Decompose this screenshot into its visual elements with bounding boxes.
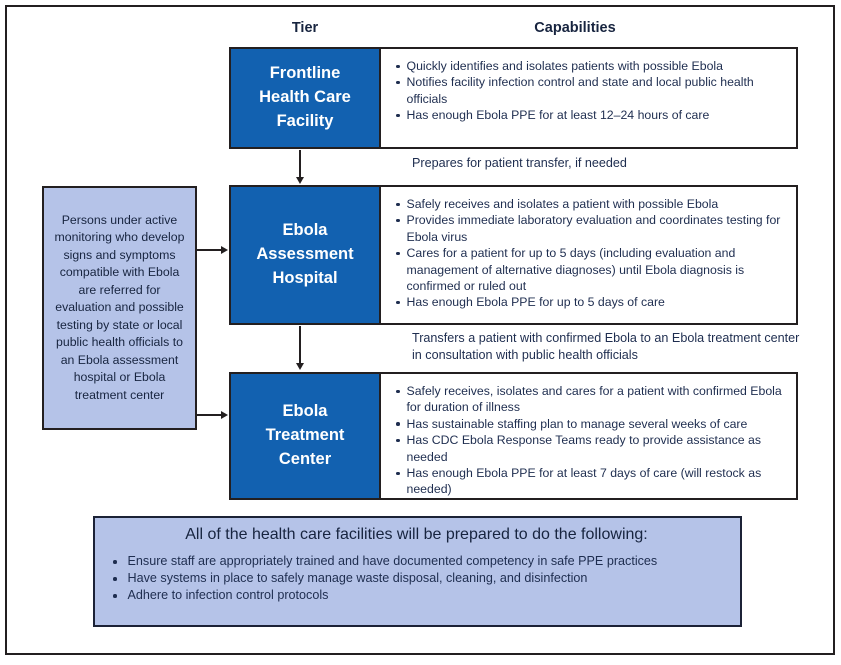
footer-item-text: Ensure staff are appropriately trained and have documented competency in safe PPE practices [127,554,658,568]
tier-box-assessment [229,185,381,325]
footer-item-text: Have systems in place to safely manage waste disposal, cleaning, and disinfection [127,571,588,585]
list-item [394,107,788,123]
list-item [107,587,726,604]
bullet-icon [396,81,400,85]
list-item [394,245,788,294]
transition-text-transfer: Prepares for patient transfer, if needed [412,156,627,170]
capability-text: Safely receives, isolates and cares for a patient with confirmed Ebola for duration of illness [406,384,782,415]
list-item [394,465,788,498]
list-item [394,432,788,465]
tier-label-assessment: Ebola Assessment Hospital [256,221,354,287]
column-header-capabilities: Capabilities [534,20,616,36]
list-item [394,383,788,416]
list-item [107,553,726,570]
capability-text: Has sustainable staffing plan to manage several weeks of care [406,416,748,431]
capability-text: Notifies facility infection control and state and local public health officials [406,75,754,106]
capabilities-box-treatment [379,372,798,500]
bullet-icon [113,594,117,598]
referral-note-box [42,186,197,430]
bullet-icon [396,422,400,426]
footer-title: All of the health care facilities will be prepared to do the following: [185,526,648,543]
arrowhead-right-2-icon [221,411,228,419]
tier-label-treatment: Ebola Treatment Center [265,402,345,468]
bullet-icon [396,439,400,443]
footer-box [93,516,742,627]
column-header-tier: Tier [291,20,319,36]
bullet-icon [396,252,400,256]
bullet-icon [396,203,400,207]
arrow-right-to-treatment [197,414,222,416]
capabilities-box-assessment [379,185,798,325]
footer-item-text: Adhere to infection control protocols [127,588,329,602]
capability-text: Quickly identifies and isolates patients with possible Ebola [406,59,723,73]
bullet-icon [396,114,400,118]
capability-text: Has enough Ebola PPE for at least 12–24 hours of care [406,108,710,123]
referral-note-text: Persons under active monitoring who develop signs and symptoms compatible with Ebola are referred for evaluation and possible testing by state or local public health officials to an Ebola assessment hospital or Ebola treatment center [54,213,185,402]
list-item [394,196,788,212]
list-item [394,58,788,74]
bullet-icon [396,472,400,476]
bullet-icon [396,390,400,394]
bullet-icon [113,560,117,564]
bullet-icon [396,301,400,305]
capability-text: Safely receives and isolates a patient with possible Ebola [406,197,719,211]
capability-text: Cares for a patient for up to 5 days (including evaluation and management of alternative diagnoses) until Ebola diagnosis is confirmed or ruled out [406,246,745,294]
list-item [107,570,726,587]
transition-text-confirmed-transfer: Transfers a patient with confirmed Ebola to an Ebola treatment center in consultation with public health officials [412,331,800,362]
capability-text: Provides immediate laboratory evaluation and coordinates testing for Ebola virus [406,213,781,244]
arrowhead-down-2-icon [296,363,304,370]
arrow-right-to-assessment [197,249,222,251]
list-item [394,294,788,310]
arrow-down-2 [299,326,301,364]
tier-box-frontline [229,47,381,149]
bullet-icon [396,219,400,223]
arrow-down-1 [299,150,301,178]
arrowhead-down-1-icon [296,177,304,184]
bullet-icon [396,65,400,69]
tier-label-frontline: Frontline Health Care Facility [259,64,351,130]
list-item [394,416,788,432]
list-item [394,212,788,245]
tier-box-treatment [229,372,381,500]
list-item [394,74,788,107]
capability-text: Has CDC Ebola Response Teams ready to provide assistance as needed [406,433,762,464]
arrowhead-right-1-icon [221,246,228,254]
capability-text: Has enough Ebola PPE for at least 7 days of care (will restock as needed) [406,466,762,497]
capability-text: Has enough Ebola PPE for up to 5 days of care [406,295,665,310]
bullet-icon [113,577,117,581]
capabilities-box-frontline [379,47,798,149]
